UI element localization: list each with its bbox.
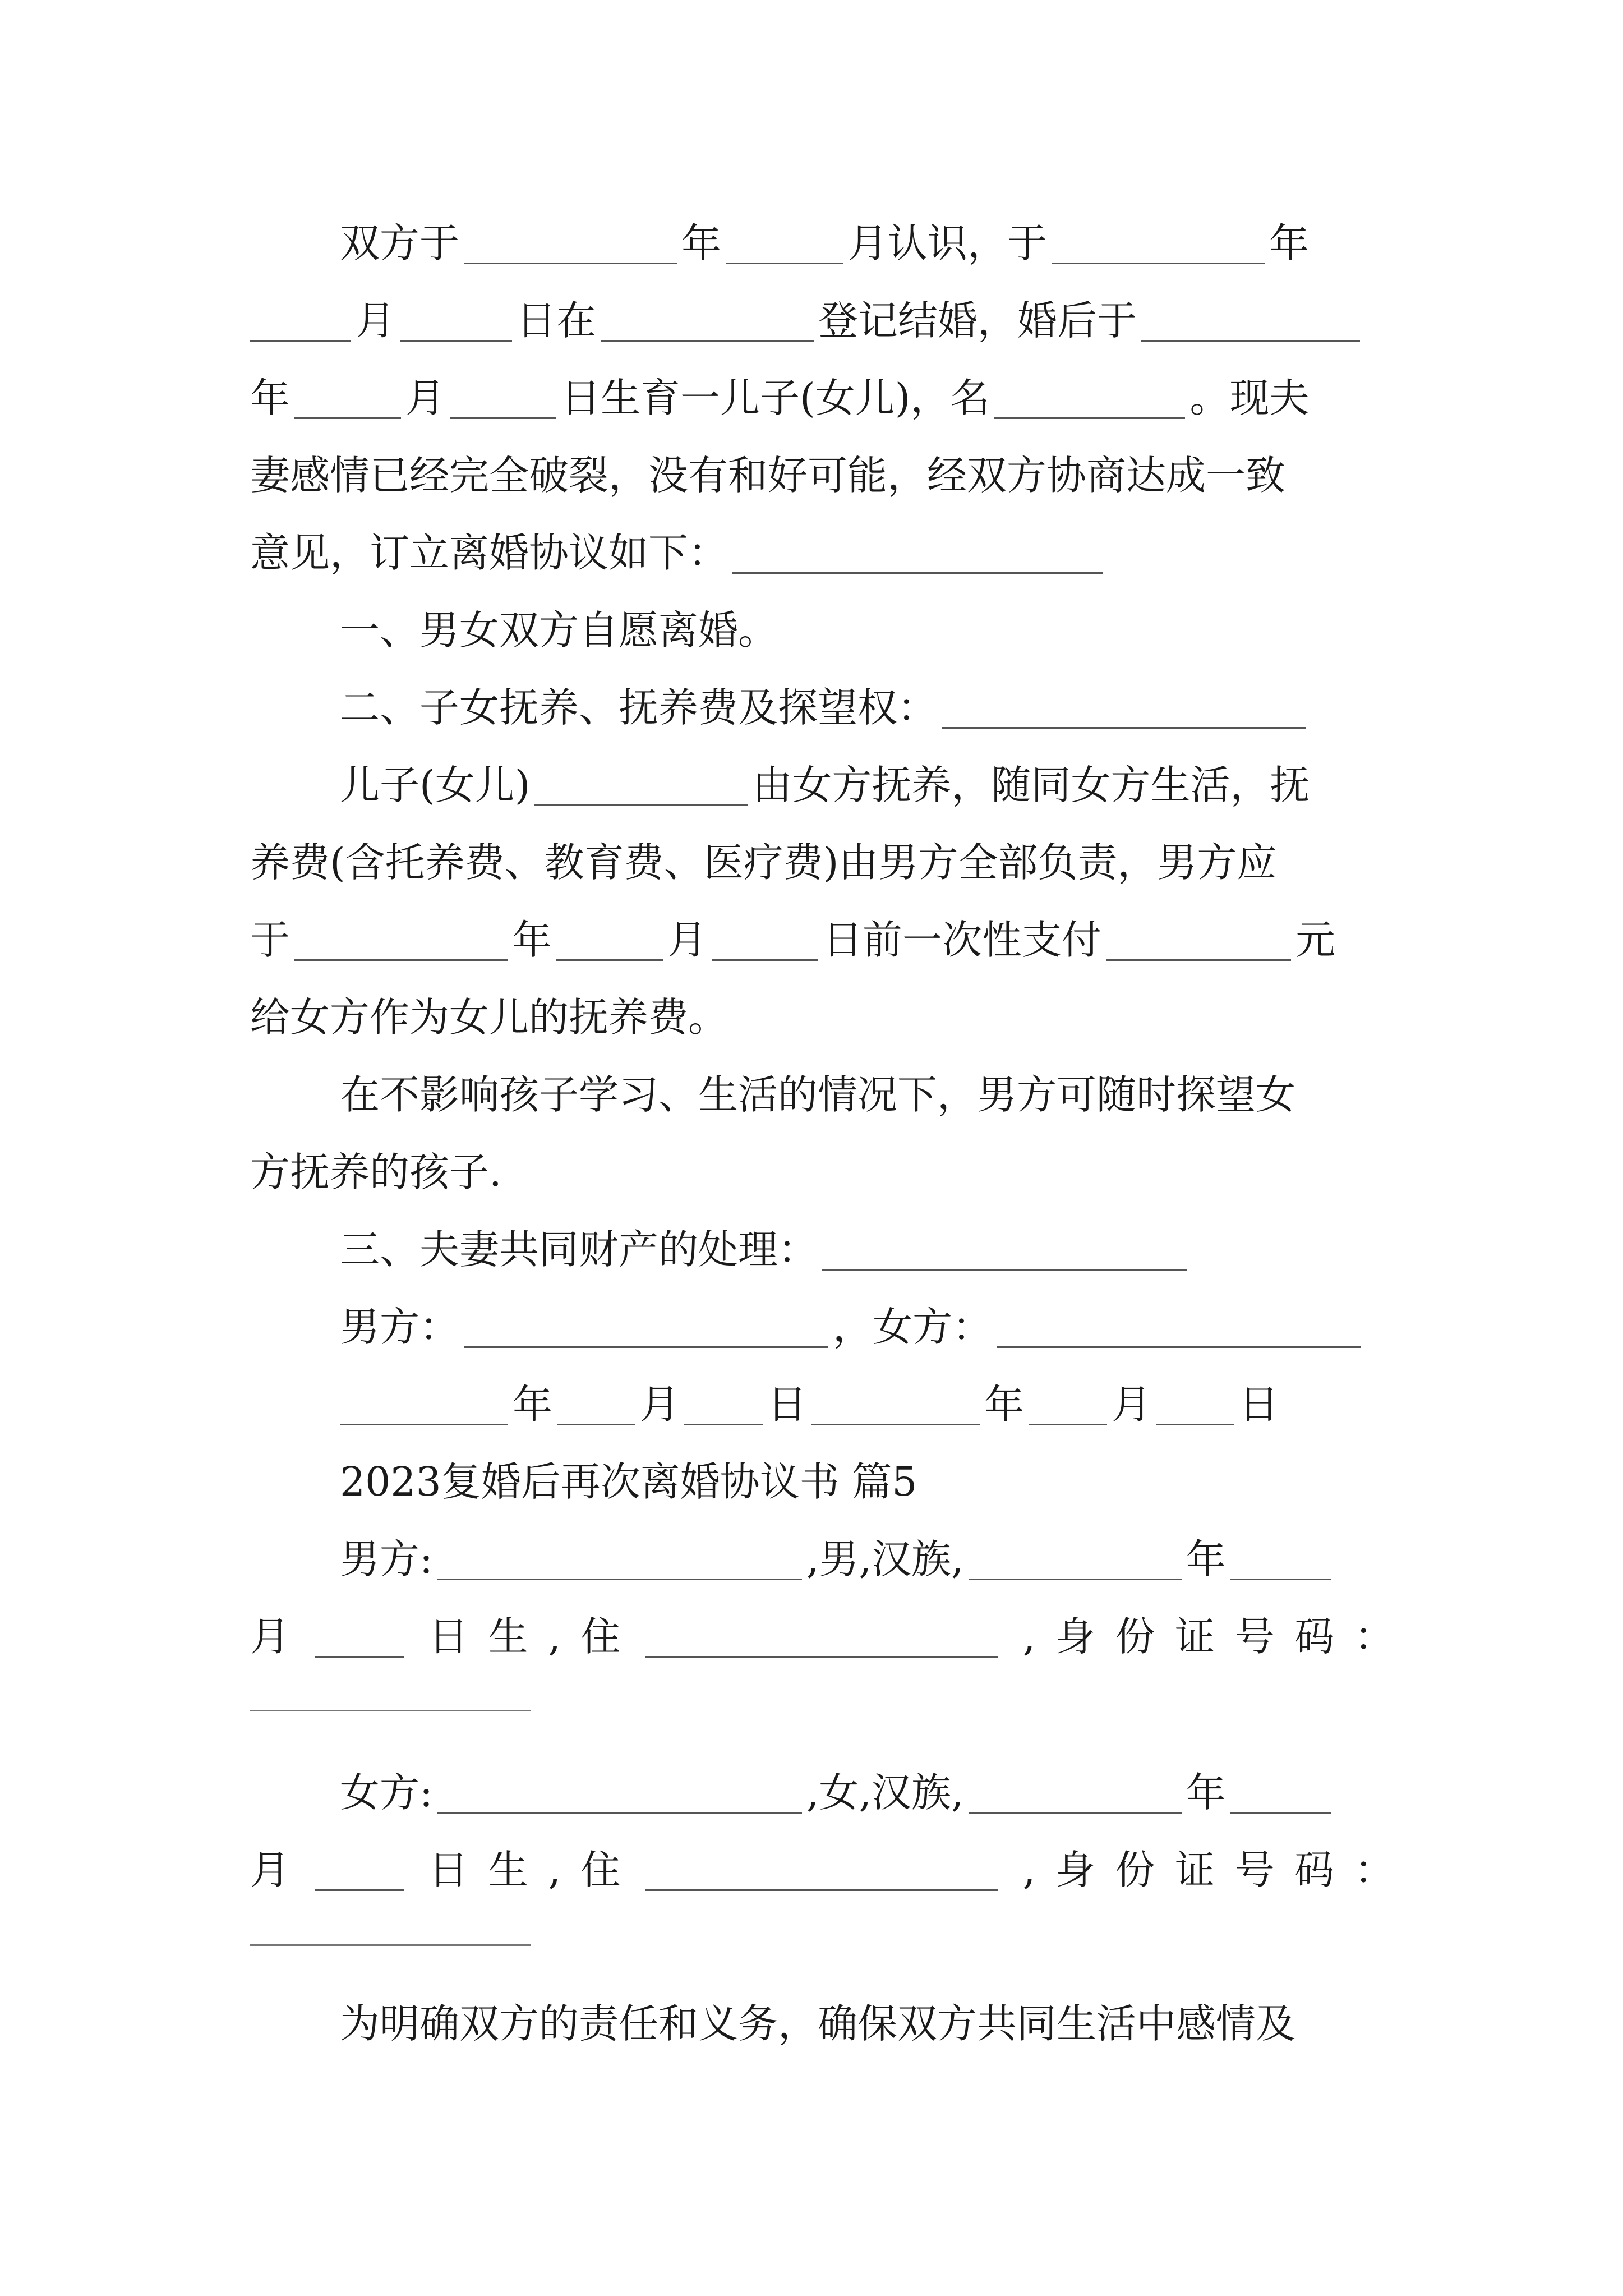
blank-field bbox=[969, 1539, 1182, 1580]
blank-field bbox=[294, 920, 508, 961]
female-text: 身 bbox=[1055, 1847, 1095, 1893]
custody-text: 于 bbox=[250, 917, 291, 963]
blank-field bbox=[294, 378, 401, 419]
signature-line bbox=[340, 1288, 1394, 1366]
custody-line-4: 给女方作为女儿的抚养费。 bbox=[250, 994, 728, 1041]
blank-field bbox=[534, 765, 748, 806]
blank-field bbox=[556, 920, 663, 961]
custody-text: 元 bbox=[1295, 917, 1336, 963]
date-text: 月 bbox=[1112, 1381, 1152, 1428]
male-text: 证 bbox=[1175, 1613, 1215, 1660]
intro-text: 日在 bbox=[517, 297, 597, 344]
intro-line-3 bbox=[250, 359, 1394, 438]
male-text: 月 bbox=[250, 1613, 291, 1660]
female-text: 生 bbox=[488, 1847, 528, 1893]
female-text: 号 bbox=[1234, 1847, 1275, 1893]
blank-field bbox=[1141, 301, 1360, 342]
blank-field bbox=[969, 1773, 1182, 1814]
blank-field bbox=[437, 1539, 802, 1580]
blank-field bbox=[315, 1850, 404, 1891]
date-text: 年 bbox=[513, 1381, 553, 1428]
female-text: ： bbox=[1354, 1847, 1394, 1893]
blank-field bbox=[1029, 1384, 1107, 1425]
blank-field bbox=[811, 1384, 980, 1425]
male-text: , bbox=[1022, 1613, 1036, 1660]
blank-field bbox=[464, 223, 677, 264]
blank-field bbox=[645, 1850, 998, 1891]
male-text: 号 bbox=[1234, 1613, 1275, 1660]
intro-line-5 bbox=[250, 514, 1394, 592]
male-year-label: 年 bbox=[1186, 1536, 1226, 1582]
female-signature-label: ，女方： bbox=[833, 1304, 993, 1350]
male-text: 身 bbox=[1055, 1613, 1095, 1660]
male-text: 生 bbox=[488, 1613, 528, 1660]
intro-text: 年 bbox=[250, 375, 291, 421]
blank-field bbox=[315, 1617, 404, 1658]
blank-field bbox=[400, 301, 512, 342]
date-text: 日 bbox=[1239, 1381, 1279, 1428]
blank-field bbox=[601, 301, 814, 342]
blank-field bbox=[997, 1307, 1361, 1348]
male-gender-ethnicity: ,男,汉族, bbox=[806, 1536, 964, 1582]
blank-field bbox=[645, 1617, 998, 1658]
intro-text: 日生育一儿子(女儿)，名 bbox=[561, 375, 990, 421]
female-text: 码 bbox=[1294, 1847, 1335, 1893]
female-party-line-2 bbox=[250, 1831, 1394, 1910]
intro-text: 月 bbox=[405, 375, 446, 421]
blank-field bbox=[1230, 1773, 1331, 1814]
blank-field bbox=[450, 378, 556, 419]
custody-text: 由女方抚养，随同女方生活，抚 bbox=[752, 762, 1310, 808]
item-1: 一、男女双方自愿离婚。 bbox=[340, 607, 778, 654]
intro-text: 意见，订立离婚协议如下： bbox=[250, 530, 728, 576]
item-3-text: 三、夫妻共同财产的处理： bbox=[340, 1226, 818, 1273]
female-text: 证 bbox=[1175, 1847, 1215, 1893]
custody-line-3 bbox=[250, 901, 1394, 979]
intro-line-4: 妻感情已经完全破裂，没有和好可能，经双方协商达成一致 bbox=[250, 452, 1286, 499]
female-gender-ethnicity: ,女,汉族, bbox=[806, 1769, 964, 1816]
intro-text: 月 bbox=[356, 297, 396, 344]
blank-field bbox=[250, 301, 351, 342]
signature-date-line bbox=[340, 1365, 1394, 1444]
male-signature-label: 男方： bbox=[340, 1304, 460, 1350]
custody-text: 儿子(女儿) bbox=[340, 762, 531, 808]
blank-field bbox=[726, 223, 843, 264]
blank-field bbox=[1106, 920, 1291, 961]
item-2-text: 二、子女抚养、抚养费及探望权： bbox=[340, 684, 938, 731]
blank-field bbox=[557, 1384, 635, 1425]
blank-field bbox=[732, 533, 1103, 574]
custody-text: 月 bbox=[667, 917, 708, 963]
item-3 bbox=[340, 1211, 1394, 1289]
section-title: 2023复婚后再次离婚协议书 篇5 bbox=[340, 1458, 917, 1505]
blank-field bbox=[1052, 223, 1265, 264]
female-text: 月 bbox=[250, 1847, 291, 1893]
female-text: , bbox=[548, 1847, 561, 1893]
male-text: 住 bbox=[580, 1613, 621, 1660]
blank-field bbox=[994, 378, 1185, 419]
blank-field bbox=[712, 920, 818, 961]
intro-line-2 bbox=[250, 282, 1394, 360]
male-text: ： bbox=[1354, 1613, 1394, 1660]
female-text: 日 bbox=[428, 1847, 469, 1893]
male-text: 码 bbox=[1294, 1613, 1335, 1660]
blank-field bbox=[684, 1384, 763, 1425]
male-party-line-1 bbox=[340, 1520, 1394, 1599]
intro-line-1 bbox=[340, 204, 1394, 283]
blank-field bbox=[1156, 1384, 1234, 1425]
item-2 bbox=[340, 669, 1394, 747]
blank-field bbox=[340, 1384, 508, 1425]
visitation-line-2: 方抚养的孩子. bbox=[250, 1149, 502, 1195]
custody-text: 日前一次性支付 bbox=[823, 917, 1102, 963]
date-text: 年 bbox=[984, 1381, 1025, 1428]
custody-line-1 bbox=[340, 746, 1394, 825]
custody-text: 年 bbox=[512, 917, 552, 963]
blank-field bbox=[437, 1773, 802, 1814]
date-text: 日 bbox=[767, 1381, 808, 1428]
blank-field bbox=[822, 1230, 1187, 1271]
male-text: , bbox=[548, 1613, 561, 1660]
visitation-line-1: 在不影响孩子学习、生活的情况下，男方可随时探望女 bbox=[340, 1071, 1296, 1118]
date-text: 月 bbox=[640, 1381, 680, 1428]
female-text: , bbox=[1022, 1847, 1036, 1893]
male-text: 日 bbox=[428, 1613, 469, 1660]
blank-field bbox=[464, 1307, 828, 1348]
female-id-blank bbox=[250, 1944, 531, 1946]
closing-line: 为明确双方的责任和义务，确保双方共同生活中感情及 bbox=[340, 2000, 1296, 2047]
intro-text: 月认识，于 bbox=[848, 220, 1048, 266]
male-party-line-2 bbox=[250, 1598, 1394, 1676]
female-text: 住 bbox=[580, 1847, 621, 1893]
female-party-line-1 bbox=[340, 1754, 1394, 1832]
intro-text: 双方于 bbox=[340, 220, 460, 266]
male-text: 份 bbox=[1115, 1613, 1155, 1660]
custody-line-2: 养费(含托养费、教育费、医疗费)由男方全部负责，男方应 bbox=[250, 839, 1277, 886]
intro-text: 。现夫 bbox=[1189, 375, 1310, 421]
female-text: 份 bbox=[1115, 1847, 1155, 1893]
intro-text: 年 bbox=[681, 220, 722, 266]
male-label: 男方: bbox=[340, 1536, 433, 1582]
blank-field bbox=[942, 688, 1306, 729]
male-id-blank bbox=[250, 1710, 531, 1711]
female-label: 女方: bbox=[340, 1769, 433, 1816]
intro-text: 登记结婚，婚后于 bbox=[818, 297, 1137, 344]
blank-field bbox=[1230, 1539, 1331, 1580]
intro-text: 年 bbox=[1269, 220, 1310, 266]
female-year-label: 年 bbox=[1186, 1769, 1226, 1816]
